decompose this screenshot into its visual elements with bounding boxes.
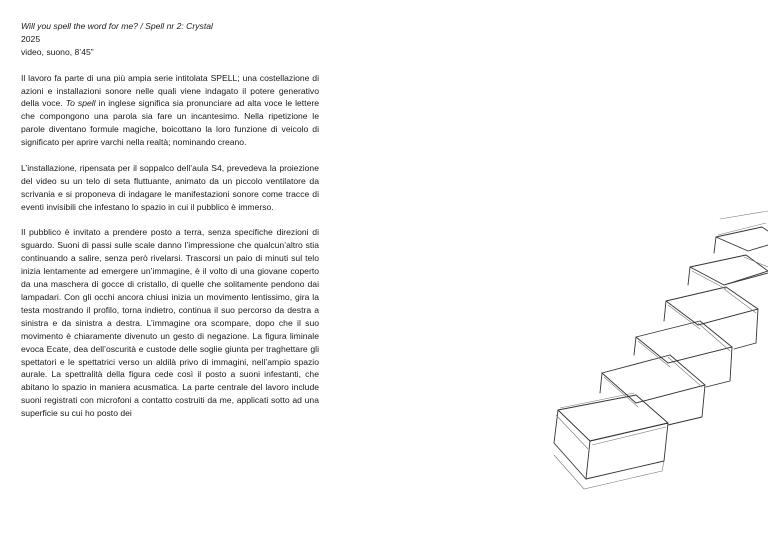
- staircase-sketch-icon: [540, 205, 768, 515]
- step-1: [554, 393, 668, 489]
- step-5: [688, 255, 768, 289]
- paragraph-intro-text-2: in inglese significa sia pronunciare ad alta voce le lettere che compongono una parola sia fare un incantesimo. Nella ripetizione le parole diventano formule magiche, boicottano la loro funzione di veicolo di significato per aprire varchi nella realtà; nominando creano.: [21, 98, 319, 148]
- staircase-sketch-svg: [540, 205, 768, 515]
- paragraph-intro-emphasis: To spell: [65, 98, 96, 109]
- work-title: Will you spell the word for me? / Spell nr 2: Crystal: [21, 21, 213, 31]
- step-4: [664, 287, 758, 349]
- paragraph-installation: [21, 162, 319, 214]
- text-column: [21, 20, 319, 420]
- paragraph-installation-text: L’installazione, ripensata per il soppalco dell’aula S4, prevedeva la proiezione del video su un telo di seta fluttuante, animato da un piccolo ventilatore da scrivania e si proponeva di indagare le manifestazioni sonore come tracce di eventi invisibili che infestano lo spazio in cui il pubblico è immerso.: [21, 162, 319, 212]
- paragraph-intro-text-1: Il lavoro fa parte di una più ampia serie intitolata SPELL; una costellazione di azioni e installazioni sonore nelle quali viene indagato il potere generativo della voce.: [21, 72, 319, 109]
- paragraph-description-text: Il pubblico è invitato a prendere posto a terra, senza specifiche direzioni di sguardo. Suoni di passi sulle scale danno l’impressione che qualcun’altro stia continuando a salire, senza però rivelarsi. Trascorsi un paio di minuti sul telo inizia lentamente ad emergere un’immagine, è il volto di una giovane coperto da una maschera di gocce di cristallo, di quelle che solitamente pendono dai lampadari. Con gli occhi ancora chiusi inizia un movimento lentissimo, gira la testa mostrando il profilo, torna indietro, continua il suo percorso da destra a sinistra e da sinistra a destra. L’immagine ora scompare, dopo che il suo movimento è chiaramente divenuto un gesto di negazione. La figura liminale evoca Ecate, dea dell’oscurità e custode delle soglie giunta per traghettare gli spettatori e le spettatrici verso un aldilà privo di immagini, nell’ampio spazio aurale. La spettralità della figura cede così il posto a suoni infestanti, che abitano lo spazio in maniera acusmatica. La parte centrale del lavoro include suoni registrati con microfoni a contatto costruiti da me, applicati sotto ad una superficie su cui ho posto dei: [21, 227, 319, 419]
- step-6: [714, 211, 768, 253]
- paragraph-description: [21, 226, 319, 420]
- step-3: [634, 321, 732, 387]
- step-2: [600, 355, 705, 425]
- work-year: 2025: [21, 33, 41, 44]
- paragraph-intro: [21, 72, 319, 149]
- work-medium: video, suono, 8’45”: [21, 46, 94, 57]
